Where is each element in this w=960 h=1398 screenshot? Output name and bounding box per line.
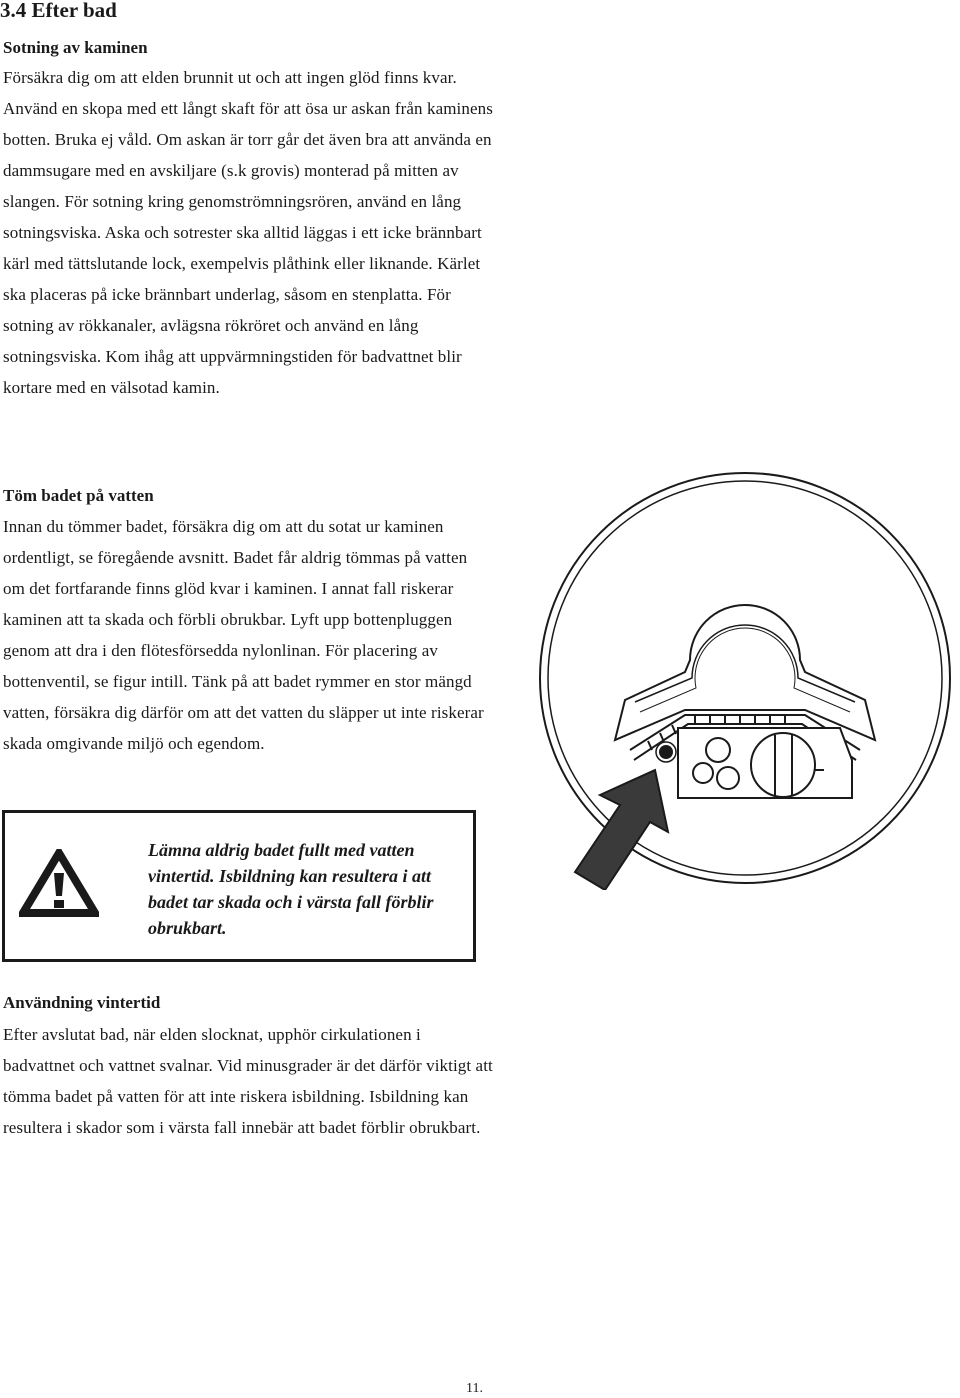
heading-anvandning-vintertid: Användning vintertid	[3, 993, 161, 1012]
paragraph-anvandning-vintertid: Efter avslutat bad, när elden slocknat, upphör cirkulationen i badvattnet och vattnet svalnar. Vid minusgrader är det därför viktigt att tömma badet på vatten för att inte riskera isbildning. Isbildning kan resultera i skador som i värsta fall innebär att badet förblir obrukbart.	[3, 1025, 493, 1137]
heading-sotning: Sotning av kaminen	[3, 38, 148, 57]
warning-text: Lämna aldrig badet fullt med vatten vintertid. Isbildning kan resultera i att badet tar skada och i värsta fall förblir obrukbart.	[148, 840, 434, 938]
paragraph-tom-badet: Innan du tömmer badet, försäkra dig om att du sotat ur kaminen ordentligt, se föregående avsnitt. Badet får aldrig tömmas på vatten om det fortfarande finns glöd kvar i kaminen. I annat fall riskerar kaminen att ta skada och förbli obrukbar. Lyft upp bottenpluggen genom att dra i den flötesförsedda nylonlinan. För placering av bottenventil, se figur intill. Tänk på att badet rymmer en stor mängd vatten, försäkra dig därför om att det vatten du släpper ut inte riskerar skada omgivande miljö och egendom.	[3, 517, 484, 753]
warning-box	[2, 810, 476, 962]
arrow-pointing-to-bottom-valve-icon	[575, 770, 668, 890]
hot-tub-top-view-diagram	[530, 460, 960, 890]
section-title: 3.4 Efter bad	[0, 0, 117, 22]
heading-tom-badet: Töm badet på vatten	[3, 486, 154, 505]
warning-triangle-icon	[19, 849, 99, 917]
paragraph-sotning: Försäkra dig om att elden brunnit ut och att ingen glöd finns kvar. Använd en skopa med ett långt skaft för att ösa ur askan från kaminens botten. Bruka ej våld. Om askan är torr går det även bra att använda en dammsugare med en avskiljare (s.k grovis) monterad på mitten av slangen. För sotning kring genomströmningsrören, använd en lång sotningsviska. Aska och sotrester ska alltid läggas i ett icke brännbart kärl med tättslutande lock, exempelvis plåthink eller liknande. Kärlet ska placeras på icke brännbart underlag, såsom en stenplatta. För sotning av rökkanaler, avlägsna rökröret och använd en lång sotningsviska. Kom ihåg att uppvärmningstiden för badvattnet blir kortare med en välsotad kamin.	[3, 68, 493, 397]
page-number: 11.	[466, 1381, 483, 1396]
